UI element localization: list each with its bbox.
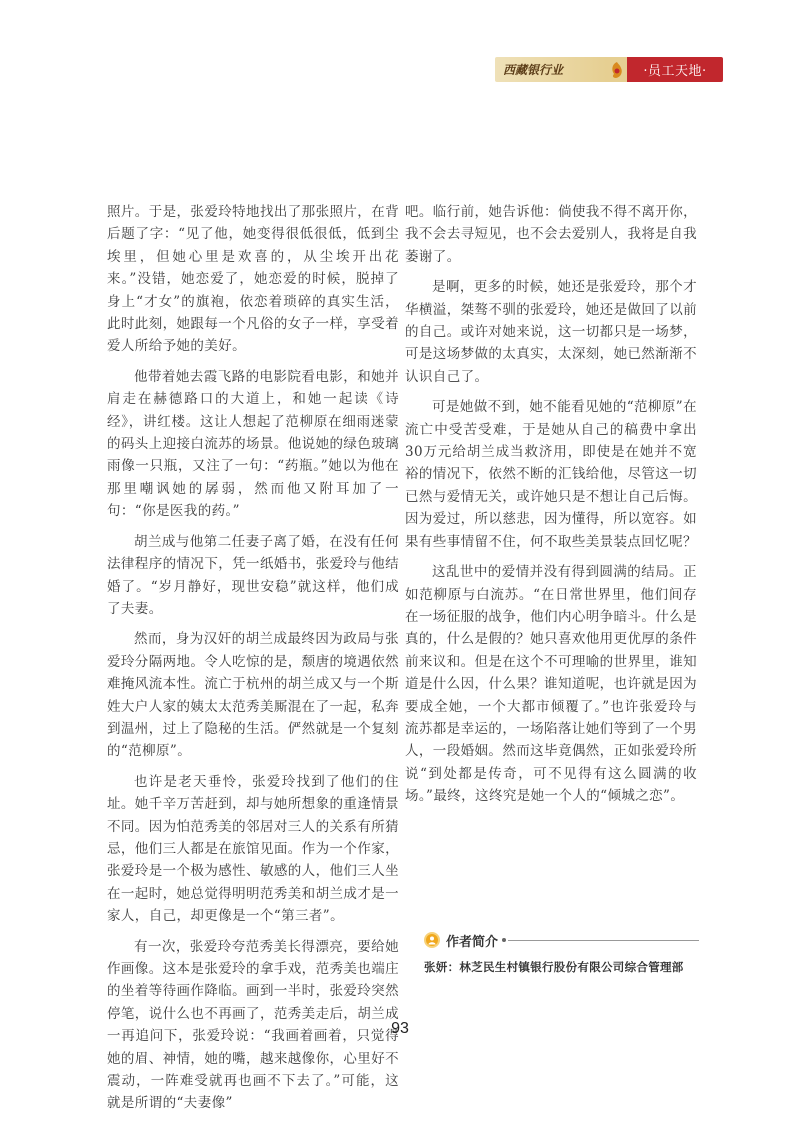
page-header <box>495 57 723 82</box>
paragraph: 是啊，更多的时候，她还是张爱玲，那个才华横溢，桀骜不驯的张爱玲，她还是做回了以前的自己。或许对她来说，这一切都只是一场梦，可是这场梦做的太真实，太深刻，她已然渐渐不认识自己了。 <box>405 279 697 385</box>
paragraph: 吧。临行前，她告诉他：倘使我不得不离开你，我不会去寻短见，也不会去爱别人，我将是自我萎谢了。 <box>405 204 697 265</box>
paragraph: 他带着她去霞飞路的电影院看电影，和她并肩走在赫德路口的大道上，和她一起读《诗经》，讲红楼。这让人想起了范柳原在细雨迷蒙的码头上迎接白流苏的场景。他说她的绿色玻璃雨像一只瓶，又注了一句：“药瓶。”她以为他在那里嘲讽她的孱弱，然而他又附耳加了一句：“你是医我的药。” <box>107 368 399 520</box>
paragraph: 胡兰成与他第二任妻子离了婚，在没有任何法律程序的情况下，凭一纸婚书，张爱玲与他结婚了。“岁月静好，现世安稳”就这样，他们成了夫妻。 <box>107 533 399 617</box>
paragraph: 然而，身为汉奸的胡兰成最终因为政局与张爱玲分隔两地。令人吃惊的是，颓唐的境遇依然难掩风流本性。流亡于杭州的胡兰成又与一个斯姓大户人家的姨太太范秀美厮混在了一起，私奔到温州，过上了隐秘的生活。俨然就是一个复刻的“范柳原”。 <box>107 631 399 760</box>
author-heading: 作者简介 <box>446 934 499 950</box>
page-number: 93 <box>391 1020 409 1037</box>
emblem-icon <box>607 57 627 82</box>
paragraph: 也许是老天垂怜，张爱玲找到了他们的住址。她千辛万苦赶到，却与她所想象的重逢情景不同。因为怕范秀美的邻居对三人的关系有所猜忌，他们三人都是在旅馆见面。作为一个作家，张爱玲是一个极为感性、敏感的人，他们三人坐在一起时，她总觉得明明范秀美和胡兰成才是一家人，自己，却更像是一个“第三者”。 <box>107 773 399 925</box>
paragraph: 这乱世中的爱情并没有得到圆满的结局。正如范柳原与白流苏。“在日常世界里，他们间存在一场征服的战争，他们内心明争暗斗。什么是真的，什么是假的？她只喜欢他用更优厚的条件前来议和。但是在这个不可理喻的世界里，谁知道是什么因，什么果？谁知道呢，也许就是因为要成全她，一个大都市倾覆了。”也许张爱玲与流苏都是幸运的，一场陷落让她们等到了一个男人，一段婚姻。然而这毕竟偶然，正如张爱玲所说“到处都是传奇，可不见得有这么圆满的收场。”最终，这终究是她一个人的“倾城之恋”。 <box>405 564 697 805</box>
right-column <box>405 201 697 816</box>
author-text: 张妍：林芝民生村镇银行股份有限公司综合管理部 <box>424 960 684 974</box>
paragraph: 可是她做不到，她不能看见她的“范柳原”在流亡中受苦受难，于是她从自己的稿费中拿出30万元给胡兰成当救济用，即使是在她并不宽裕的情况下，依然不断的汇钱给他，尽管这一切已然与爱情无关，或许她只是不想让自己后悔。因为爱过，所以慈悲，因为懂得，所以宽容。如果有些事情留不住，何不取些美景装点回忆呢？ <box>405 399 697 550</box>
left-column <box>107 201 399 1123</box>
paragraph: 照片。于是，张爱玲特地找出了那张照片，在背后题了字：“见了他，她变得很低很低，低到尘埃里，但她心里是欢喜的，从尘埃开出花来。”没错，她恋爱了，她恋爱的时候，脱掉了身上“才女”的旗袍，依恋着琐碎的真实生活，此时此刻，她跟每一个凡俗的女子一样，享受着爱人所给予她的美好。 <box>107 204 399 355</box>
section-label: ·员工天地· <box>627 57 723 82</box>
rule-dot <box>502 938 506 942</box>
divider <box>508 940 699 941</box>
author-heading-row <box>424 929 699 951</box>
person-icon <box>424 932 440 948</box>
paragraph: 有一次，张爱玲夸范秀美长得漂亮，要给她作画像。这本是张爱玲的拿手戏，范秀美也端庄的坐着等待画作降临。画到一半时，张爱玲突然停笔，说什么也不再画了，范秀美走后，胡兰成一再追问下，张爱玲说：“我画着画着，只觉得她的眉、神情，她的嘴，越来越像你，心里好不震动，一阵难受就再也画不下去了。”可能，这就是所谓的“夫妻像” <box>107 938 399 1112</box>
author-box <box>424 929 699 975</box>
brand-label: 西藏银行业 <box>495 57 607 82</box>
